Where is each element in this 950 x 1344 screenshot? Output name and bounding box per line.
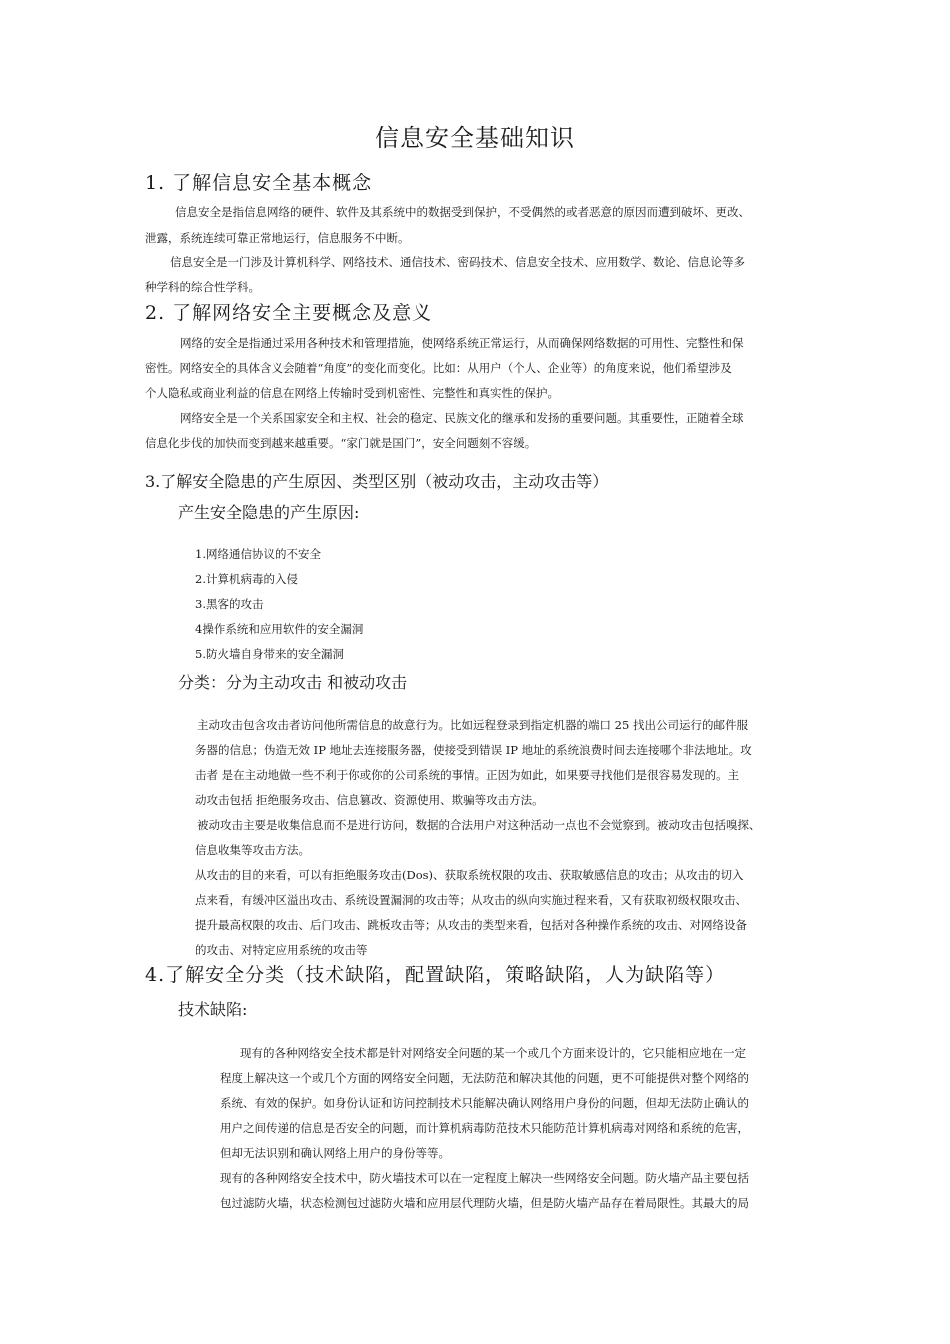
attack-purpose-line2: 点来看，有缓冲区溢出攻击、系统设置漏洞的攻击等；从攻击的纵向实施过程来看，又有获取初级权限攻击、 <box>195 893 747 907</box>
passive-attack-line2: 信息收集等攻击方法。 <box>195 843 310 857</box>
cause-item: 5.防火墙自身带来的安全漏洞 <box>195 647 344 661</box>
cause-item: 3.黑客的攻击 <box>195 597 264 611</box>
cause-item: 4操作系统和应用软件的安全漏洞 <box>195 622 364 636</box>
cause-item: 2.计算机病毒的入侵 <box>195 572 298 586</box>
attack-purpose-line4: 的攻击、对特定应用系统的攻击等 <box>195 943 368 957</box>
s4-para1-line4: 用户之间传递的信息是否安全的问题，而计算机病毒防范技术只能防范计算机病毒对网络和系统的危害， <box>220 1121 749 1135</box>
attack-purpose-line1: 从攻击的目的来看，可以有拒绝服务攻击(Dos)、获取系统权限的攻击、获取敏感信息的攻击；从攻击的切入 <box>195 868 744 882</box>
section-2-heading: 2. 了解网络安全主要概念及意义 <box>145 302 433 324</box>
s2-para2-line1: 网络安全是一个关系国家安全和主权、社会的稳定、民族文化的继承和发扬的重要问题。其重要性，正随着全球 <box>180 411 744 425</box>
active-attack-line4: 动攻击包括 拒绝服务攻击、信息篡改、资源使用、欺骗等攻击方法。 <box>195 793 544 807</box>
cause-item: 1.网络通信协议的不安全 <box>195 547 321 561</box>
s4-para1-line1: 现有的各种网络安全技术都是针对网络安全问题的某一个或几个方面来设计的，它只能相应地在一定 <box>240 1046 746 1060</box>
s2-para1-line2: 密性。网络安全的具体含义会随着“角度”的变化而变化。比如：从用户（个人、企业等）的角度来说，他们希望涉及 <box>145 361 732 375</box>
s1-para2-line2: 种学科的综合性学科。 <box>145 280 260 294</box>
causes-title: 产生安全隐患的产生原因: <box>178 503 360 522</box>
attack-purpose-line3: 提升最高权限的攻击、后门攻击、跳板攻击等；从攻击的类型来看，包括对各种操作系统的攻击、对网络设备 <box>195 918 747 932</box>
s1-para2-line1: 信息安全是一门涉及计算机科学、网络技术、通信技术、密码技术、信息安全技术、应用数学、数论、信息论等多 <box>170 255 745 269</box>
classification-title: 分类：分为主动攻击 和被动攻击 <box>178 673 408 692</box>
s1-para1-line2: 泄露，系统连续可靠正常地运行，信息服务不中断。 <box>145 231 410 245</box>
s2-para1-line3: 个人隐私或商业利益的信息在网络上传输时受到机密性、完整性和真实性的保护。 <box>145 386 559 400</box>
s4-para2-line1: 现有的各种网络安全技术中，防火墙技术可以在一定程度上解决一些网络安全问题。防火墙产品主要包括 <box>220 1171 749 1185</box>
s1-para1-line1: 信息安全是指信息网络的硬件、软件及其系统中的数据受到保护，不受偶然的或者恶意的原因而遭到破坏、更改、 <box>175 205 750 219</box>
section-1-heading: 1. 了解信息安全基本概念 <box>145 172 373 194</box>
document-title: 信息安全基础知识 <box>375 124 575 152</box>
s4-para1-line3: 系统、有效的保护。如身份认证和访问控制技术只能解决确认网络用户身份的问题，但却无法防止确认的 <box>220 1096 749 1110</box>
s2-para1-line1: 网络的安全是指通过采用各种技术和管理措施，使网络系统正常运行，从而确保网络数据的可用性、完整性和保 <box>180 336 744 350</box>
s4-para2-line2: 包过滤防火墙，状态检测包过滤防火墙和应用层代理防火墙，但是防火墙产品存在着局限性。其最大的局 <box>220 1196 749 1210</box>
active-attack-line3: 击者 是在主动地做一些不利于你或你的公司系统的事情。正因为如此，如果要寻找他们是很容易发现的。主 <box>195 768 740 782</box>
s4-para1-line5: 但却无法识别和确认网络上用户的身份等等。 <box>220 1146 450 1160</box>
tech-defect-title: 技术缺陷: <box>178 1000 248 1019</box>
s2-para2-line2: 信息化步伐的加快而变到越来越重要。“家门就是国门”，安全问题刻不容缓。 <box>145 436 537 450</box>
active-attack-line1: 主动攻击包含攻击者访问他所需信息的故意行为。比如远程登录到指定机器的端口 25 找出公司运行的邮件服 <box>197 718 748 732</box>
section-3-heading: 3.了解安全隐患的产生原因、类型区别（被动攻击，主动攻击等） <box>145 472 609 491</box>
section-4-heading: 4.了解安全分类（技术缺陷，配置缺陷，策略缺陷，人为缺陷等） <box>145 964 726 986</box>
s4-para1-line2: 程度上解决这一个或几个方面的网络安全问题，无法防范和解决其他的问题，更不可能提供对整个网络的 <box>220 1071 749 1085</box>
active-attack-line2: 务器的信息；伪造无效 IP 地址去连接服务器，使接受到错误 IP 地址的系统浪费时间去连接哪个非法地址。攻 <box>195 743 752 757</box>
passive-attack-line1: 被动攻击主要是收集信息而不是进行访问，数据的合法用户对这种活动一点也不会觉察到。被动攻击包括嗅探、 <box>197 818 761 832</box>
